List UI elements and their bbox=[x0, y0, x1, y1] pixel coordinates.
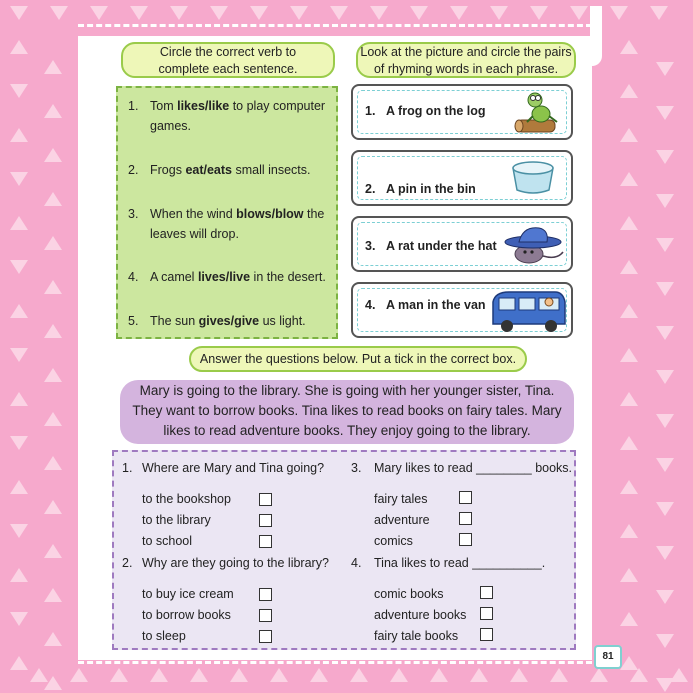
question-text: Where are Mary and Tina going? bbox=[142, 461, 325, 475]
frame-triangle bbox=[44, 148, 62, 162]
frame-triangle bbox=[490, 6, 508, 20]
tick-box[interactable] bbox=[259, 630, 272, 643]
verb-item-text: small insects. bbox=[232, 163, 311, 177]
verb-choice[interactable]: likes/like bbox=[177, 99, 230, 113]
frame-triangle bbox=[44, 588, 62, 602]
tick-box[interactable] bbox=[459, 512, 472, 525]
rhyme-phrase[interactable]: A frog on the log bbox=[386, 104, 486, 118]
page-tab bbox=[590, 6, 602, 66]
rhyme-number: 2. bbox=[365, 182, 376, 196]
story-passage bbox=[120, 380, 574, 444]
option-label: to the library bbox=[142, 513, 211, 527]
frame-triangle bbox=[590, 668, 608, 682]
rhyme-instruction bbox=[356, 42, 576, 78]
frame-triangle bbox=[620, 524, 638, 538]
frame-left bbox=[0, 0, 78, 693]
frame-triangle bbox=[10, 172, 28, 186]
verb-item-text: Frogs bbox=[150, 163, 186, 177]
verb-item-text: The sun bbox=[150, 314, 199, 328]
option-label: fairy tales bbox=[374, 492, 428, 506]
questions-instruction-text: Answer the questions below. Put a tick in the correct box. bbox=[199, 352, 517, 366]
frame-triangle bbox=[620, 436, 638, 450]
frame-triangle bbox=[656, 194, 674, 208]
frame-triangle bbox=[620, 304, 638, 318]
verb-choice[interactable]: lives/live bbox=[197, 270, 251, 284]
rhyme-card bbox=[351, 84, 573, 140]
frame-triangle bbox=[290, 6, 308, 20]
verb-exercise-box bbox=[116, 86, 338, 339]
question-text: Tina likes to read __________. bbox=[374, 556, 546, 570]
rhyme-phrase[interactable]: A rat under the hat bbox=[386, 239, 497, 253]
rat-under-hat-icon bbox=[501, 222, 567, 268]
frame-triangle bbox=[610, 6, 628, 20]
tick-box[interactable] bbox=[480, 607, 493, 620]
frame-triangle bbox=[10, 128, 28, 142]
frame-triangle bbox=[656, 150, 674, 164]
frame-triangle bbox=[250, 6, 268, 20]
frame-triangle bbox=[620, 568, 638, 582]
verb-item-number: 5. bbox=[128, 314, 139, 328]
rhyme-number: 3. bbox=[365, 239, 376, 253]
option-label: to buy ice cream bbox=[142, 587, 234, 601]
frame-triangle bbox=[656, 414, 674, 428]
frame-triangle bbox=[44, 412, 62, 426]
tick-box[interactable] bbox=[480, 586, 493, 599]
frame-triangle bbox=[44, 676, 62, 690]
story-line: They want to borrow books. Tina likes to read books on fairy tales. Mary bbox=[132, 403, 562, 418]
verb-item-number: 3. bbox=[128, 207, 139, 221]
frame-triangle bbox=[620, 172, 638, 186]
questions-box bbox=[112, 450, 576, 650]
option-label: comics bbox=[374, 534, 413, 548]
man-in-van-icon bbox=[489, 288, 569, 336]
frame-triangle bbox=[10, 216, 28, 230]
frame-triangle bbox=[44, 368, 62, 382]
frame-triangle bbox=[650, 6, 668, 20]
frame-triangle bbox=[656, 502, 674, 516]
rhyme-phrase[interactable]: A pin in the bin bbox=[386, 182, 476, 196]
frame-triangle bbox=[620, 392, 638, 406]
dashed-border-bottom bbox=[78, 661, 592, 664]
frame-triangle bbox=[50, 6, 68, 20]
frame-triangle bbox=[656, 238, 674, 252]
tick-box[interactable] bbox=[259, 588, 272, 601]
verb-item-text: A camel bbox=[150, 270, 198, 284]
question-text: Mary likes to read ________ books. bbox=[374, 461, 573, 475]
frame-triangle bbox=[620, 40, 638, 54]
frame-triangle bbox=[620, 348, 638, 362]
frame-triangle bbox=[656, 326, 674, 340]
frame-triangle bbox=[130, 6, 148, 20]
frame-triangle bbox=[210, 6, 228, 20]
frame-triangle bbox=[620, 656, 638, 670]
frame-triangle bbox=[10, 348, 28, 362]
dashed-border-top bbox=[78, 24, 592, 27]
tick-box[interactable] bbox=[259, 514, 272, 527]
frame-triangle bbox=[44, 632, 62, 646]
tick-box[interactable] bbox=[459, 491, 472, 504]
rhyme-number: 4. bbox=[365, 298, 376, 312]
frame-triangle bbox=[656, 590, 674, 604]
frame-triangle bbox=[10, 304, 28, 318]
rhyme-card bbox=[351, 282, 573, 338]
frame-triangle bbox=[44, 280, 62, 294]
frame-triangle bbox=[10, 612, 28, 626]
question-number: 3. bbox=[351, 461, 362, 475]
frame-triangle bbox=[510, 668, 528, 682]
frame-triangle bbox=[10, 568, 28, 582]
frame-triangle bbox=[620, 216, 638, 230]
verb-choice[interactable]: gives/give bbox=[198, 314, 260, 328]
frame-triangle bbox=[390, 668, 408, 682]
frame-triangle bbox=[620, 84, 638, 98]
rhyme-number: 1. bbox=[365, 104, 376, 118]
verb-item-number: 4. bbox=[128, 270, 139, 284]
verb-choice[interactable]: blows/blow bbox=[236, 207, 304, 221]
rhyme-card bbox=[351, 216, 573, 272]
frame-triangle bbox=[656, 106, 674, 120]
frame-triangle bbox=[10, 480, 28, 494]
frame-triangle bbox=[110, 668, 128, 682]
verb-item-text: the leaves will drop. bbox=[150, 207, 325, 241]
verb-item-text: Tom bbox=[150, 99, 178, 113]
verb-choice[interactable]: eat/eats bbox=[185, 163, 232, 177]
option-label: to the bookshop bbox=[142, 492, 231, 506]
rhyme-instruction-line2: of rhyming words in each phrase. bbox=[373, 62, 559, 76]
frame-triangle bbox=[656, 634, 674, 648]
frame-triangle bbox=[10, 260, 28, 274]
verb-item-text: in the desert. bbox=[250, 270, 326, 284]
bin-icon bbox=[509, 156, 557, 196]
verb-item-number: 1. bbox=[128, 99, 139, 113]
frame-triangle bbox=[620, 480, 638, 494]
option-label: comic books bbox=[374, 587, 444, 601]
frame-triangle bbox=[450, 6, 468, 20]
option-label: adventure bbox=[374, 513, 430, 527]
frame-triangle bbox=[10, 656, 28, 670]
option-label: fairy tale books bbox=[374, 629, 459, 643]
frame-triangle bbox=[620, 612, 638, 626]
story-line: likes to read adventure books. They enjoy going to the library. bbox=[163, 423, 531, 438]
frame-triangle bbox=[550, 668, 568, 682]
frame-right bbox=[592, 0, 693, 693]
rhyme-card bbox=[351, 150, 573, 206]
rhyme-instruction-line1: Look at the picture and circle the pairs bbox=[360, 45, 572, 59]
frame-triangle bbox=[44, 324, 62, 338]
frame-triangle bbox=[470, 668, 488, 682]
frame-triangle bbox=[10, 40, 28, 54]
verb-item-number: 2. bbox=[128, 163, 139, 177]
frame-triangle bbox=[570, 6, 588, 20]
option-label: to borrow books bbox=[142, 608, 231, 622]
frame-triangle bbox=[656, 282, 674, 296]
question-number: 1. bbox=[122, 461, 133, 475]
frame-triangle bbox=[620, 128, 638, 142]
frame-triangle bbox=[44, 236, 62, 250]
frame-triangle bbox=[656, 546, 674, 560]
questions-instruction bbox=[189, 346, 527, 372]
tick-box[interactable] bbox=[259, 609, 272, 622]
frame-triangle bbox=[10, 524, 28, 538]
frame-triangle bbox=[44, 500, 62, 514]
verb-instruction bbox=[121, 42, 335, 78]
frame-triangle bbox=[10, 6, 28, 20]
frame-triangle bbox=[90, 6, 108, 20]
frame-triangle bbox=[430, 668, 448, 682]
tick-box[interactable] bbox=[259, 535, 272, 548]
frame-triangle bbox=[656, 678, 674, 692]
verb-item-text: us light. bbox=[259, 314, 306, 328]
frame-triangle bbox=[530, 6, 548, 20]
question-number: 4. bbox=[351, 556, 362, 570]
frame-triangle bbox=[10, 84, 28, 98]
frame-triangle bbox=[310, 668, 328, 682]
verb-item-text: to play computer games. bbox=[150, 99, 326, 133]
frame-triangle bbox=[44, 456, 62, 470]
frame-triangle bbox=[230, 668, 248, 682]
frame-triangle bbox=[44, 104, 62, 118]
frame-triangle bbox=[620, 260, 638, 274]
option-label: to school bbox=[142, 534, 193, 548]
frame-triangle bbox=[350, 668, 368, 682]
frame-triangle bbox=[10, 436, 28, 450]
tick-box[interactable] bbox=[259, 493, 272, 506]
rhyme-phrase[interactable]: A man in the van bbox=[386, 298, 486, 312]
frame-triangle bbox=[656, 62, 674, 76]
frame-triangle bbox=[270, 668, 288, 682]
frame-triangle bbox=[330, 6, 348, 20]
frame-triangle bbox=[630, 668, 648, 682]
page-number: 81 bbox=[594, 645, 622, 669]
question-number: 2. bbox=[122, 556, 133, 570]
option-label: adventure books bbox=[374, 608, 467, 622]
frame-triangle bbox=[656, 370, 674, 384]
verb-instruction-line2: complete each sentence. bbox=[158, 62, 298, 76]
frame-triangle bbox=[44, 192, 62, 206]
tick-box[interactable] bbox=[459, 533, 472, 546]
story-line: Mary is going to the library. She is going with her younger sister, Tina. bbox=[139, 383, 555, 398]
verb-instruction-line1: Circle the correct verb to bbox=[159, 45, 297, 59]
question-text: Why are they going to the library? bbox=[142, 556, 329, 570]
option-label: to sleep bbox=[142, 629, 186, 643]
frog-on-log-icon bbox=[513, 90, 563, 136]
frame-triangle bbox=[10, 392, 28, 406]
frame-triangle bbox=[44, 60, 62, 74]
frame-triangle bbox=[190, 668, 208, 682]
tick-box[interactable] bbox=[480, 628, 493, 641]
frame-triangle bbox=[70, 668, 88, 682]
frame-triangle bbox=[170, 6, 188, 20]
verb-item-text: When the wind bbox=[150, 207, 237, 221]
frame-triangle bbox=[150, 668, 168, 682]
frame-triangle bbox=[44, 544, 62, 558]
frame-triangle bbox=[410, 6, 428, 20]
frame-triangle bbox=[656, 458, 674, 472]
frame-triangle bbox=[370, 6, 388, 20]
